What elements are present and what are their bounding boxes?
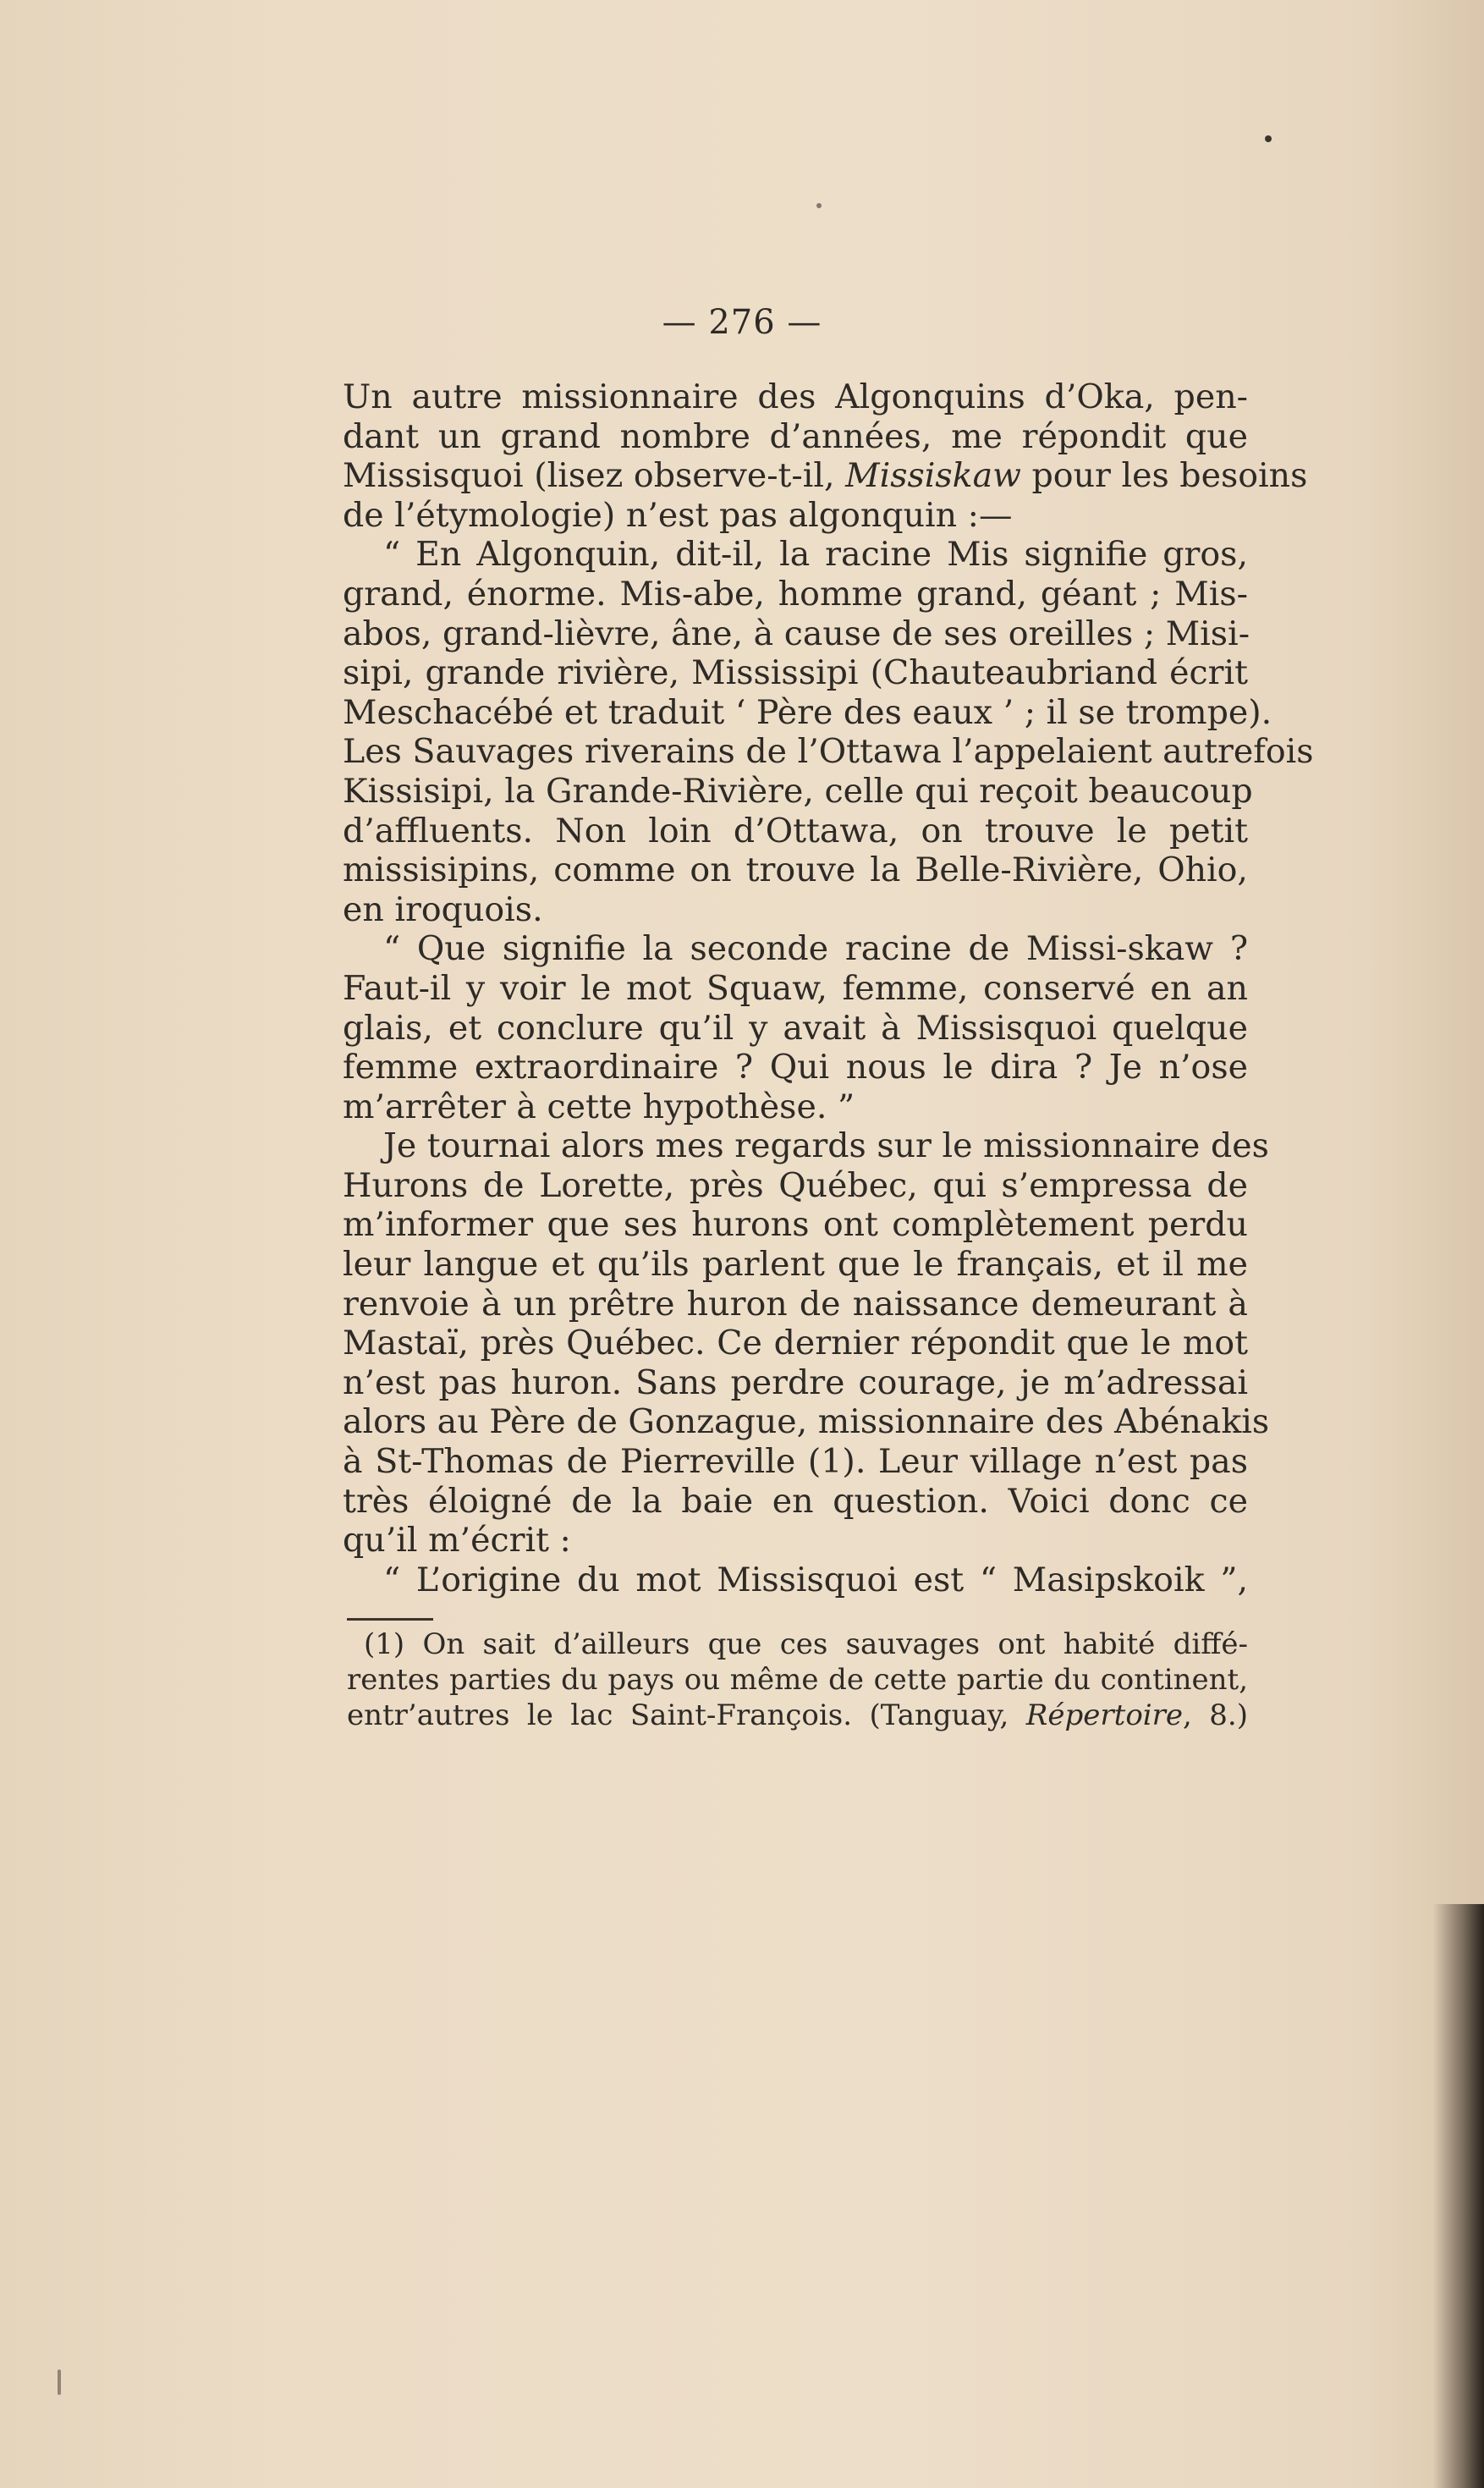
paper-speck [816, 203, 822, 208]
footnote [347, 1627, 1248, 1733]
text-line: Meschacébé et traduit ‘ Père des eaux ’ ; il se trompe). [343, 692, 1272, 732]
text-line: Mastaï, près Québec. Ce dernier répondit que le mot [343, 1324, 1248, 1363]
text-line: Missisquoi (lisez observe-t-il, Missiskaw pour les besoins [343, 456, 1308, 496]
text-line: abos, grand-lièvre, âne, à cause de ses oreilles ; Misi- [343, 614, 1250, 653]
footnote-divider [347, 1618, 433, 1621]
text-line: glais, et conclure qu’il y avait à Missisquoi quelque [343, 1008, 1248, 1048]
text-line: grand, énorme. Mis-abe, homme grand, géant ; Mis- [343, 574, 1248, 614]
text-line: très éloigné de la baie en question. Voici donc ce [343, 1481, 1248, 1521]
text-line: “ En Algonquin, dit-il, la racine Mis signifie gros, [383, 535, 1248, 575]
paper-speck [58, 2370, 61, 2395]
text-line: femme extraordinaire ? Qui nous le dira ? Je n’ose [343, 1048, 1248, 1087]
text-line: d’affluents. Non loin d’Ottawa, on trouve le petit [343, 811, 1248, 850]
text-line: à St-Thomas de Pierreville (1). Leur village n’est pas [343, 1442, 1248, 1482]
page-edge-shadow [1433, 1904, 1484, 2488]
text-line: Hurons de Lorette, près Québec, qui s’empressa de [343, 1165, 1248, 1205]
text-line: “ Que signifie la seconde racine de Missi-skaw ? [383, 929, 1248, 969]
text-line: missisipins, comme on trouve la Belle-Rivière, Ohio, [343, 850, 1248, 890]
paper-speck [1265, 135, 1272, 142]
text-line: Faut-il y voir le mot Squaw, femme, conservé en an [343, 968, 1248, 1008]
text-line: sipi, grande rivière, Mississipi (Chauteaubriand écrit [343, 653, 1248, 693]
text-line: Je tournai alors mes regards sur le missionnaire des [383, 1126, 1269, 1166]
text-line: leur langue et qu’ils parlent que le français, et il me [343, 1245, 1248, 1285]
body-text [343, 377, 1314, 1599]
text-line: m’informer que ses hurons ont complètement perdu [343, 1205, 1248, 1245]
footnote-line: rentes parties du pays ou même de cette partie du continent, [347, 1663, 1248, 1697]
text-line: m’arrêter à cette hypothèse. ” [343, 1087, 855, 1126]
text-line: de l’étymologie) n’est pas algonquin :— [343, 495, 1013, 535]
text-line: dant un grand nombre d’années, me répondit que [343, 416, 1248, 456]
text-line: “ L’origine du mot Missisquoi est “ Masipskoik ”, [383, 1560, 1248, 1599]
text-line: Un autre missionnaire des Algonquins d’Oka, pen- [343, 377, 1248, 416]
text-line: alors au Père de Gonzague, missionnaire des Abénakis [343, 1402, 1270, 1442]
footnote-line: entr’autres le lac Saint-François. (Tanguay, Répertoire, 8.) [347, 1698, 1248, 1732]
text-line: renvoie à un prêtre huron de naissance demeurant à [343, 1284, 1248, 1324]
text-line: Les Sauvages riverains de l’Ottawa l’appelaient autrefois [343, 732, 1314, 772]
text-line: en iroquois. [343, 889, 543, 929]
page-number: — 276 — [662, 303, 822, 342]
text-line: qu’il m’écrit : [343, 1521, 571, 1561]
footnote-line: (1) On sait d’ailleurs que ces sauvages ont habité diffé- [364, 1627, 1248, 1661]
italic-word: Répertoire [1025, 1698, 1184, 1732]
text-line: Kissisipi, la Grande-Rivière, celle qui reçoit beaucoup [343, 771, 1253, 811]
italic-word: Missiskaw [845, 456, 1021, 496]
text-line: n’est pas huron. Sans perdre courage, je m’adressai [343, 1362, 1248, 1402]
